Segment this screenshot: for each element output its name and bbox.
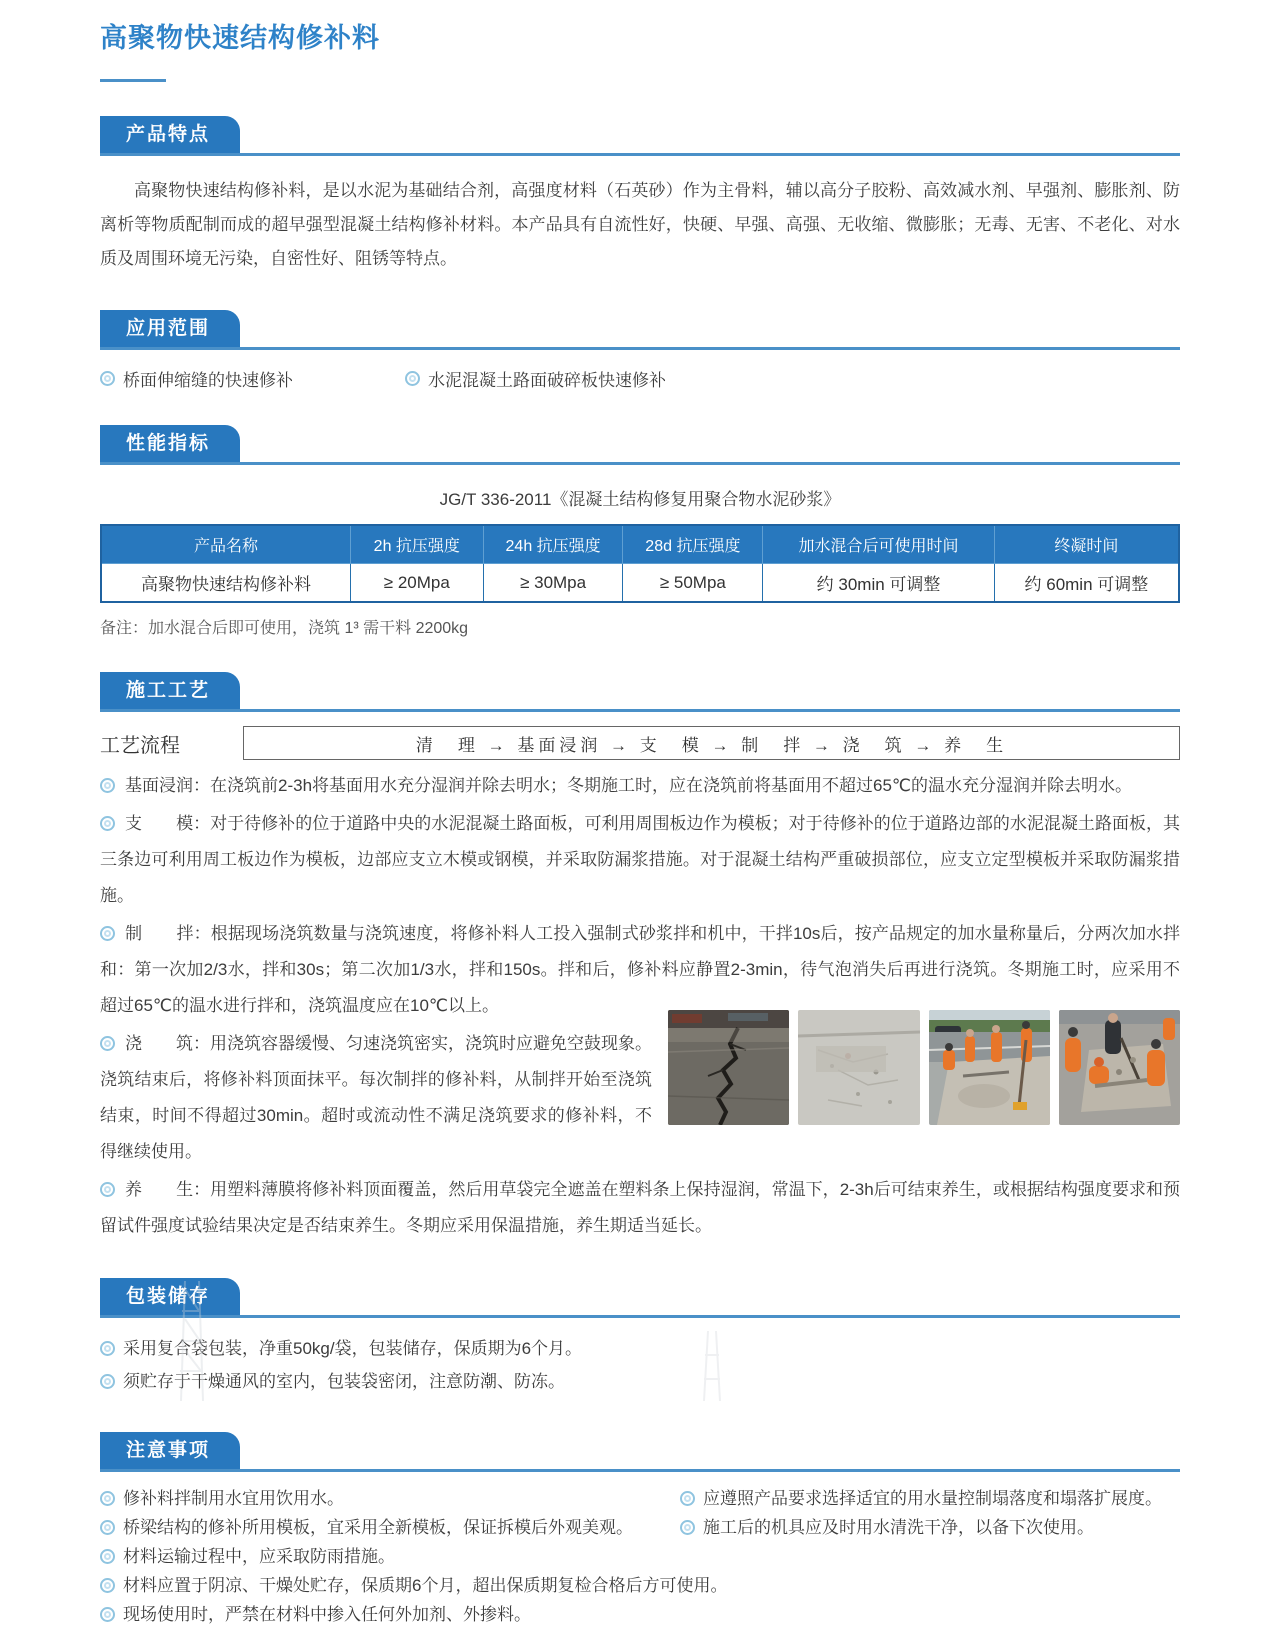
ring-bullet-icon — [100, 1520, 115, 1535]
list-item — [680, 1513, 1094, 1542]
list-item — [100, 1571, 1180, 1600]
step-text: 在浇筑前2-3h将基面用水充分湿润并除去明水；冬期施工时，应在浇筑前将基面用不超过65℃的温水充分湿润并除去明水。 — [210, 776, 1133, 795]
list-item — [680, 1484, 1162, 1513]
ring-bullet-icon — [100, 926, 115, 941]
section-head — [100, 116, 1180, 156]
section-tab-performance: 性能指标 — [100, 425, 240, 462]
flow-diagram-box: 清 理 → 基面浸润 → 支 模 → 制 拌 → 浇 筑 → 养 生 — [243, 726, 1180, 760]
section-head — [100, 1278, 1180, 1318]
standard-reference: JG/T 336-2011《混凝土结构修复用聚合物水泥砂浆》 — [439, 490, 841, 509]
ring-bullet-icon — [100, 1374, 115, 1389]
list-item — [100, 1484, 680, 1513]
list-item — [100, 366, 405, 391]
column-header: 产品名称 — [101, 525, 350, 564]
list-item — [100, 1542, 1180, 1571]
application-item-label: 桥面伸缩缝的快速修补 — [123, 371, 293, 390]
step-label: 养 生： — [125, 1180, 211, 1199]
list-item — [100, 1600, 1180, 1629]
note-item-label: 桥梁结构的修补所用模板，宜采用全新模板，保证拆模后外观美观。 — [123, 1518, 633, 1537]
column-header: 加水混合后可使用时间 — [763, 525, 995, 564]
section-head — [100, 310, 1180, 350]
table-cell: 约 30min 可调整 — [763, 564, 995, 603]
notes-list — [100, 1484, 1180, 1629]
process-steps — [100, 768, 1180, 1244]
step-text: 根据现场浇筑数量与浇筑速度，将修补料人工投入强制式砂浆拌和机中，干拌10s后，按产品规定的加水量称量后，分两次加水拌和：第一次加2/3水，拌和30s；第二次加1/3水，拌和150s。拌和后，修补料应静置2-3min，待气泡消失后再进行浇筑。冬期施工时，应采用不超过65℃的温水进行拌和，浇筑温度应在10℃以上。 — [100, 924, 1180, 1015]
ring-bullet-icon — [680, 1520, 695, 1535]
list-item — [100, 1513, 680, 1542]
site-photos-strip — [668, 1010, 1180, 1125]
ring-bullet-icon — [100, 1578, 115, 1593]
section-tab-process: 施工工艺 — [100, 672, 240, 709]
cracked-pavement-photo — [668, 1010, 789, 1125]
road-repair-crew-photo — [929, 1010, 1050, 1125]
table-header-row — [101, 525, 1179, 564]
step-label: 基面浸润： — [125, 776, 210, 795]
ring-bullet-icon — [100, 1341, 115, 1356]
note-item-label: 材料运输过程中，应采取防雨措施。 — [123, 1547, 395, 1566]
note-row — [100, 1513, 1180, 1542]
repair-closeup-photo — [1059, 1010, 1180, 1125]
note-item-label: 修补料拌制用水宜用饮用水。 — [123, 1489, 344, 1508]
table-cell: ≥ 50Mpa — [623, 564, 763, 603]
storage-item-label: 采用复合袋包装，净重50kg/袋，包装储存，保质期为6个月。 — [123, 1339, 583, 1358]
ring-bullet-icon — [680, 1491, 695, 1506]
ring-bullet-icon — [100, 1182, 115, 1197]
table-cell: 高聚物快速结构修补料 — [101, 564, 350, 603]
table-footnote: 备注：加水混合后即可使用，浇筑 1³ 需干料 2200kg — [100, 620, 469, 637]
step-text: 用浇筑容器缓慢、匀速浇筑密实，浇筑时应避免空鼓现象。浇筑结束后，将修补料顶面抹平。每次制拌的修补料，从制拌开始至浇筑结束，时间不得超过30min。超时或流动性不满足浇筑要求的修补料，不得继续使用。 — [100, 1034, 652, 1161]
ring-bullet-icon — [100, 1549, 115, 1564]
note-item-label: 施工后的机具应及时用水清洗干净，以备下次使用。 — [703, 1518, 1094, 1537]
column-header: 24h 抗压强度 — [483, 525, 623, 564]
application-item-label: 水泥混凝土路面破碎板快速修补 — [428, 371, 666, 390]
section-notes — [100, 1432, 1180, 1629]
section-head — [100, 425, 1180, 465]
step-text: 对于待修补的位于道路中央的水泥混凝土路面板，可利用周围板边作为模板；对于待修补的位于道路边部的水泥混凝土路面板，其三条边可利用周工板边作为模板，边部应支立木模或钢模，并采取防漏浆措施。对于混凝土结构严重破损部位，应支立定型模板并采取防漏浆措施。 — [100, 814, 1181, 905]
storage-item-label: 须贮存于干燥通风的室内，包装袋密闭，注意防潮、防冻。 — [123, 1372, 565, 1391]
section-tab-notes: 注意事项 — [100, 1432, 240, 1469]
note-item-label: 应遵照产品要求选择适宜的用水量控制塌落度和塌落扩展度。 — [703, 1489, 1162, 1508]
table-row — [101, 564, 1179, 603]
ring-bullet-icon — [100, 1491, 115, 1506]
column-header: 28d 抗压强度 — [623, 525, 763, 564]
process-flow-row — [100, 726, 1180, 760]
product-datasheet-page — [100, 0, 1180, 1629]
ring-bullet-icon — [100, 1607, 115, 1622]
section-head — [100, 1432, 1180, 1472]
section-head — [100, 672, 1180, 712]
section-tab-storage: 包装储存 — [100, 1278, 240, 1315]
section-process — [100, 672, 1180, 1244]
title-underline — [100, 79, 166, 82]
step-label: 制 拌： — [125, 924, 211, 943]
page-title: 高聚物快速结构修补料 — [100, 23, 380, 53]
section-performance — [100, 425, 1180, 638]
ring-bullet-icon — [100, 371, 115, 386]
note-item-label: 现场使用时，严禁在材料中掺入任何外加剂、外掺料。 — [123, 1605, 531, 1624]
ring-bullet-icon — [100, 1036, 115, 1051]
storage-items — [100, 1332, 1180, 1398]
table-cell: ≥ 30Mpa — [483, 564, 623, 603]
performance-table — [100, 524, 1180, 603]
section-tab-application: 应用范围 — [100, 310, 240, 347]
ring-bullet-icon — [405, 371, 420, 386]
section-storage — [100, 1278, 1180, 1398]
step-text: 用塑料薄膜将修补料顶面覆盖，然后用草袋完全遮盖在塑料条上保持湿润，常温下，2-3h后可结束养生，或根据结构强度要求和预留试件强度试验结果决定是否结束养生。冬期应采用保温措施，养生期适当延长。 — [100, 1180, 1181, 1235]
features-paragraph: 高聚物快速结构修补料，是以水泥为基础结合剂，高强度材料（石英砂）作为主骨料，辅以高分子胶粉、高效减水剂、早强剂、膨胀剂、防离析等物质配制而成的超早强型混凝土结构修补材料。本产品具有自流性好，快硬、早强、高强、无收缩、微膨胀；无毒、无害、不老化、对水质及周围环境无污染，自密性好、阻锈等特点。 — [100, 181, 1180, 268]
application-items — [100, 366, 1180, 391]
process-step — [100, 806, 1180, 914]
list-item — [405, 366, 666, 391]
note-row — [100, 1484, 1180, 1513]
process-step — [100, 768, 1180, 804]
process-step — [100, 916, 1180, 1024]
table-cell: ≥ 20Mpa — [350, 564, 483, 603]
process-step — [100, 1172, 1180, 1244]
section-application — [100, 310, 1180, 391]
column-header: 2h 抗压强度 — [350, 525, 483, 564]
flow-label: 工艺流程 — [100, 734, 180, 757]
step-label: 浇 筑： — [125, 1034, 210, 1053]
step-label: 支 模： — [125, 814, 211, 833]
ring-bullet-icon — [100, 778, 115, 793]
table-cell: 约 60min 可调整 — [994, 564, 1179, 603]
list-item — [100, 1332, 1180, 1365]
section-tab-features: 产品特点 — [100, 116, 240, 153]
column-header: 终凝时间 — [994, 525, 1179, 564]
note-item-label: 材料应置于阴凉、干燥处贮存，保质期6个月，超出保质期复检合格后方可使用。 — [123, 1576, 728, 1595]
section-features — [100, 116, 1180, 276]
broken-slab-photo — [798, 1010, 919, 1125]
ring-bullet-icon — [100, 816, 115, 831]
list-item — [100, 1365, 1180, 1398]
